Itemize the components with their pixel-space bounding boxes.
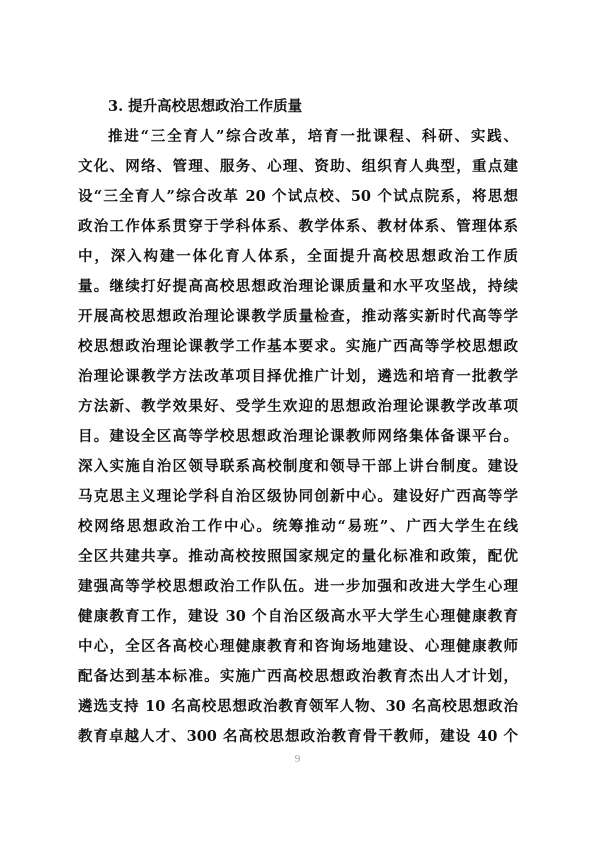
paragraph-line: 推进“三全育人”综合改革，培育一批课程、科研、实践、	[108, 128, 518, 145]
paragraph-line: 建强高等学校思想政治工作队伍。进一步加强和改进大学生心理	[78, 578, 518, 595]
page-number: 9	[294, 753, 301, 765]
paragraph-line: 健康教育工作，建设 30 个自治区级高水平大学生心理健康教育	[78, 608, 518, 625]
paragraph-line: 中，深入构建一体化育人体系，全面提升高校思想政治工作质	[78, 248, 518, 265]
paragraph-line: 目。建设全区高等学校思想政治理论课教师网络集体备课平台。	[78, 428, 518, 445]
paragraph-line: 校思想政治理论课教学工作基本要求。实施广西高等学校思想政	[78, 338, 518, 355]
paragraph-line: 治理论课教学方法改革项目择优推广计划，遴选和培育一批教学	[78, 368, 518, 385]
paragraph-line: 配备达到基本标准。实施广西高校思想政治教育杰出人才计划，	[78, 668, 518, 685]
paragraph-line: 政治工作体系贯穿于学科体系、教学体系、教材体系、管理体系	[78, 218, 518, 235]
paragraph-line: 遴选支持 10 名高校思想政治教育领军人物、30 名高校思想政治	[78, 698, 518, 715]
paragraph-line: 教育卓越人才、300 名高校思想政治教育骨干教师，建设 40 个	[78, 728, 518, 745]
paragraph-line: 全区共建共享。推动高校按照国家规定的量化标准和政策，配优	[78, 548, 518, 565]
paragraph-line: 方法新、教学效果好、受学生欢迎的思想政治理论课教学改革项	[78, 398, 518, 415]
paragraph-line: 开展高校思想政治理论课教学质量检查，推动落实新时代高等学	[78, 308, 518, 325]
section-heading: 3. 提升高校思想政治工作质量	[108, 98, 303, 115]
paragraph-line: 深入实施自治区领导联系高校制度和领导干部上讲台制度。建设	[78, 458, 518, 475]
paragraph-line: 中心，全区各高校心理健康教育和咨询场地建设、心理健康教师	[78, 638, 518, 655]
paragraph-line: 文化、网络、管理、服务、心理、资助、组织育人典型，重点建	[78, 158, 518, 175]
paragraph-line: 量。继续打好提高高校思想政治理论课质量和水平攻坚战，持续	[78, 278, 518, 295]
paragraph-line: 马克思主义理论学科自治区级协同创新中心。建设好广西高等学	[78, 488, 518, 505]
paragraph-line: 设“三全育人”综合改革 20 个试点校、50 个试点院系，将思想	[78, 188, 518, 205]
paragraph-line: 校网络思想政治工作中心。统筹推动“易班”、广西大学生在线	[78, 518, 518, 535]
